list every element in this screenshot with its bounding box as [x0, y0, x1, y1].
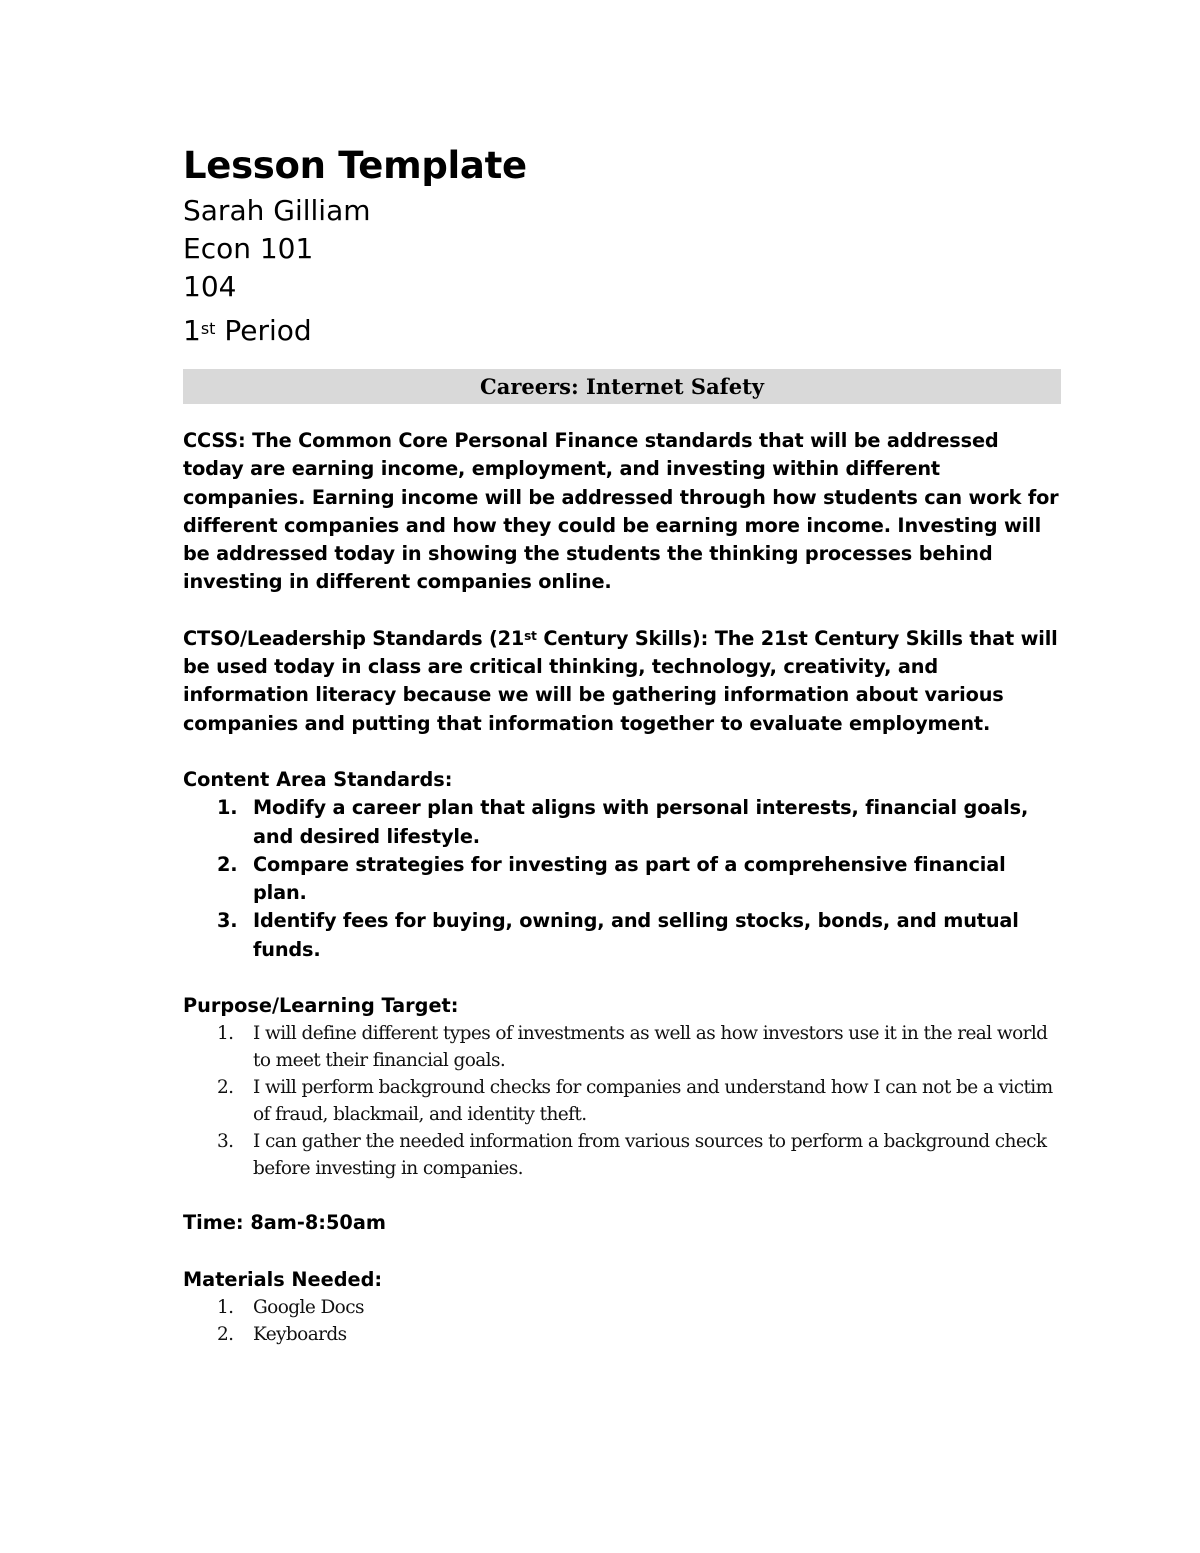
- list-item-number: 3.: [217, 1131, 234, 1153]
- list-item-number: 3.: [217, 909, 238, 933]
- list-item: [183, 907, 1063, 964]
- document-title: Lesson Template: [183, 144, 527, 187]
- materials-list: [183, 1294, 1063, 1348]
- list-item-number: 2.: [217, 1077, 234, 1099]
- lesson-topic-banner: Careers: Internet Safety: [183, 369, 1061, 404]
- materials-heading: Materials Needed:: [183, 1267, 383, 1291]
- period-label: Period: [224, 314, 312, 347]
- room-number: 104: [183, 270, 237, 303]
- list-item-text: I can gather the needed information from various sources to perform a background check before investing in companies.: [253, 1131, 1047, 1180]
- list-item-number: 1.: [217, 1023, 234, 1045]
- class-period: [183, 312, 1063, 350]
- ctso-paragraph: [183, 625, 1063, 738]
- lesson-document: [183, 140, 1063, 1348]
- list-item-number: 1.: [217, 1296, 234, 1318]
- purpose-list: [183, 1020, 1063, 1182]
- list-item-text: Keyboards: [253, 1323, 347, 1345]
- list-item-number: 1.: [217, 796, 238, 820]
- list-item: [183, 794, 1063, 851]
- list-item-text: Identify fees for buying, owning, and selling stocks, bonds, and mutual funds.: [253, 909, 1019, 961]
- content-area-heading: Content Area Standards:: [183, 767, 453, 791]
- list-item: [183, 1020, 1063, 1074]
- purpose-heading: Purpose/Learning Target:: [183, 994, 459, 1018]
- list-item: [183, 1074, 1063, 1128]
- period-suffix: st: [200, 319, 216, 338]
- course-name: Econ 101: [183, 232, 314, 265]
- time-heading: Time: 8am-8:50am: [183, 1211, 386, 1235]
- ctso-prefix: CTSO/Leadership Standards (21: [183, 626, 525, 650]
- ccss-paragraph: CCSS: The Common Core Personal Finance standards that will be addressed today are earning income, employment, and investing within different companies. Earning income will be addressed through how students can work for different companies and how they could be earning more income. Investing will be addressed today in showing the students the thinking processes behind investing in different companies online.: [183, 429, 1059, 594]
- list-item: [183, 1294, 1063, 1321]
- list-item-number: 2.: [217, 852, 238, 876]
- list-item: [183, 1128, 1063, 1182]
- list-item: [183, 851, 1063, 908]
- list-item-text: Google Docs: [253, 1296, 364, 1318]
- list-item-text: I will define different types of investments as well as how investors use it in the real world to meet their financial goals.: [253, 1023, 1048, 1072]
- ctso-body: Century Skills): The 21st Century Skills that will be used today in class are critical thinking, technology, creativity, and information literacy because we will be gathering information about various companies and putting that information together to evaluate employment.: [183, 626, 1058, 735]
- list-item-text: I will perform background checks for companies and understand how I can not be a victim of fraud, blackmail, and identity theft.: [253, 1077, 1053, 1126]
- content-area-list: [183, 794, 1063, 964]
- list-item-number: 2.: [217, 1323, 234, 1345]
- teacher-name: Sarah Gilliam: [183, 194, 371, 227]
- period-number: 1: [183, 314, 201, 347]
- list-item-text: Compare strategies for investing as part of a comprehensive financial plan.: [253, 852, 1006, 905]
- list-item-text: Modify a career plan that aligns with personal interests, financial goals, and desired lifestyle.: [253, 796, 1029, 848]
- ctso-superscript: st: [524, 628, 537, 643]
- list-item: [183, 1321, 1063, 1348]
